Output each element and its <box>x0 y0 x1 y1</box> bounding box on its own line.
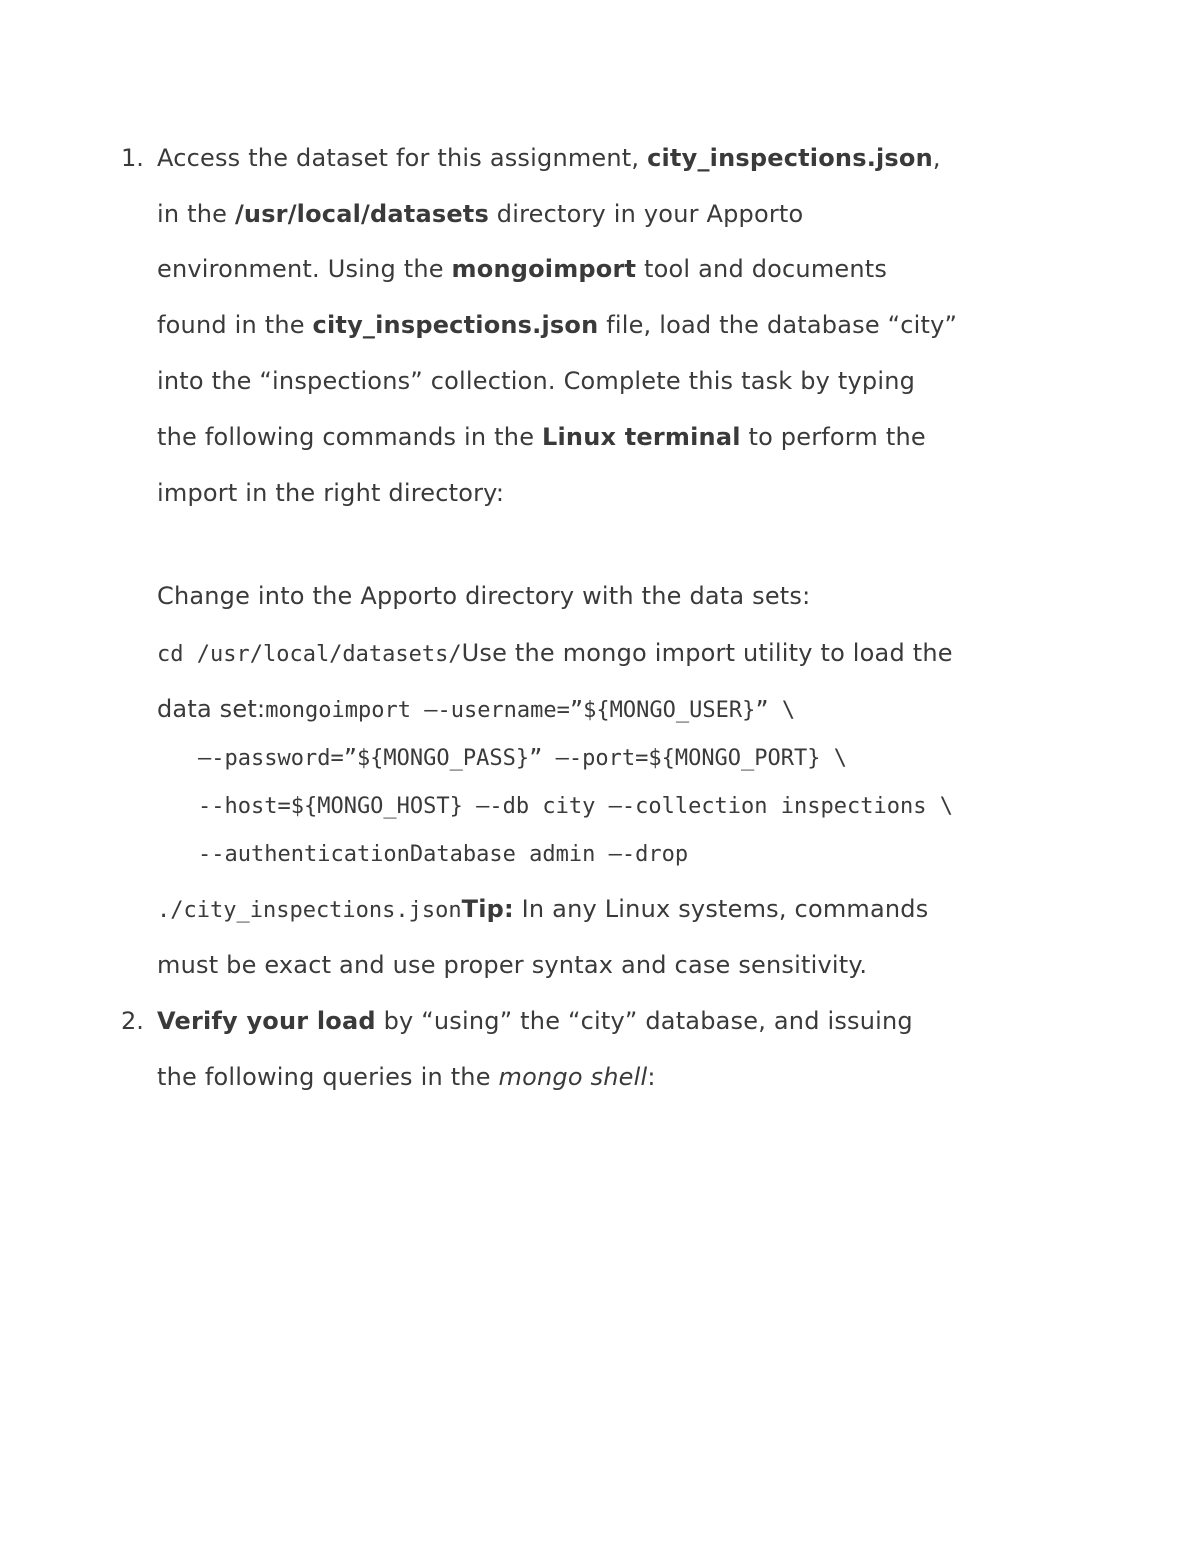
item1-line-1 <box>157 143 941 173</box>
text: tool and documents <box>636 255 888 283</box>
code-json-file: ./city_inspections.json <box>157 898 462 923</box>
text: found in the <box>157 311 313 339</box>
item1-line-8: Change into the Apporto directory with the data sets: <box>157 582 811 610</box>
item1-line-14 <box>157 894 928 926</box>
item1-line-4 <box>157 310 957 340</box>
text: in the <box>157 200 235 228</box>
bold-tool: mongoimport <box>451 255 637 283</box>
text: Access the dataset for this assignment, <box>157 144 648 172</box>
item1-line-15: must be exact and use proper syntax and case sensitivity. <box>157 951 868 979</box>
code-line-host: --host=${MONGO_HOST} —-db city —-collection inspections \ <box>198 794 953 819</box>
item1-line-7: import in the right directory: <box>157 479 505 507</box>
item1-line-10 <box>157 694 795 726</box>
text: the following commands in the <box>157 423 542 451</box>
list-number-2: 2. <box>121 1007 144 1035</box>
code-line-auth: --authenticationDatabase admin —-drop <box>198 842 689 867</box>
item2-line-1 <box>157 1006 913 1036</box>
item1-line-2 <box>157 199 803 229</box>
bold-filename: city_inspections.json <box>312 311 599 339</box>
bold-tip: Tip: <box>461 895 514 923</box>
bold-term: Linux terminal <box>541 423 741 451</box>
bold-verify: Verify your load <box>157 1007 376 1035</box>
text: by “using” the “city” database, and issuing <box>375 1007 913 1035</box>
bold-path: /usr/local/datasets <box>234 200 489 228</box>
text: Use the mongo import utility to load the <box>461 639 953 667</box>
text: to perform the <box>740 423 926 451</box>
text: data set: <box>157 695 266 723</box>
text: : <box>647 1063 656 1091</box>
code-line-password: —-password=”${MONGO_PASS}” —-port=${MONGO_PORT} \ <box>198 746 848 771</box>
text: In any Linux systems, commands <box>513 895 929 923</box>
text: , <box>932 144 941 172</box>
code-cd: cd /usr/local/datasets/ <box>157 642 462 667</box>
item1-line-6 <box>157 422 926 452</box>
item1-line-9 <box>157 638 953 670</box>
item1-line-5: into the “inspections” collection. Complete this task by typing <box>157 367 916 395</box>
italic-mongo-shell: mongo shell <box>498 1063 648 1091</box>
text: environment. Using the <box>157 255 452 283</box>
list-number-1: 1. <box>121 144 144 172</box>
item2-line-2 <box>157 1062 656 1092</box>
bold-filename: city_inspections.json <box>647 144 933 172</box>
text: the following queries in the <box>157 1063 499 1091</box>
text: file, load the database “city” <box>598 311 958 339</box>
item1-line-3 <box>157 254 887 284</box>
text: directory in your Apporto <box>488 200 804 228</box>
code-mongoimport: mongoimport —-username=”${MONGO_USER}” \ <box>265 698 796 723</box>
